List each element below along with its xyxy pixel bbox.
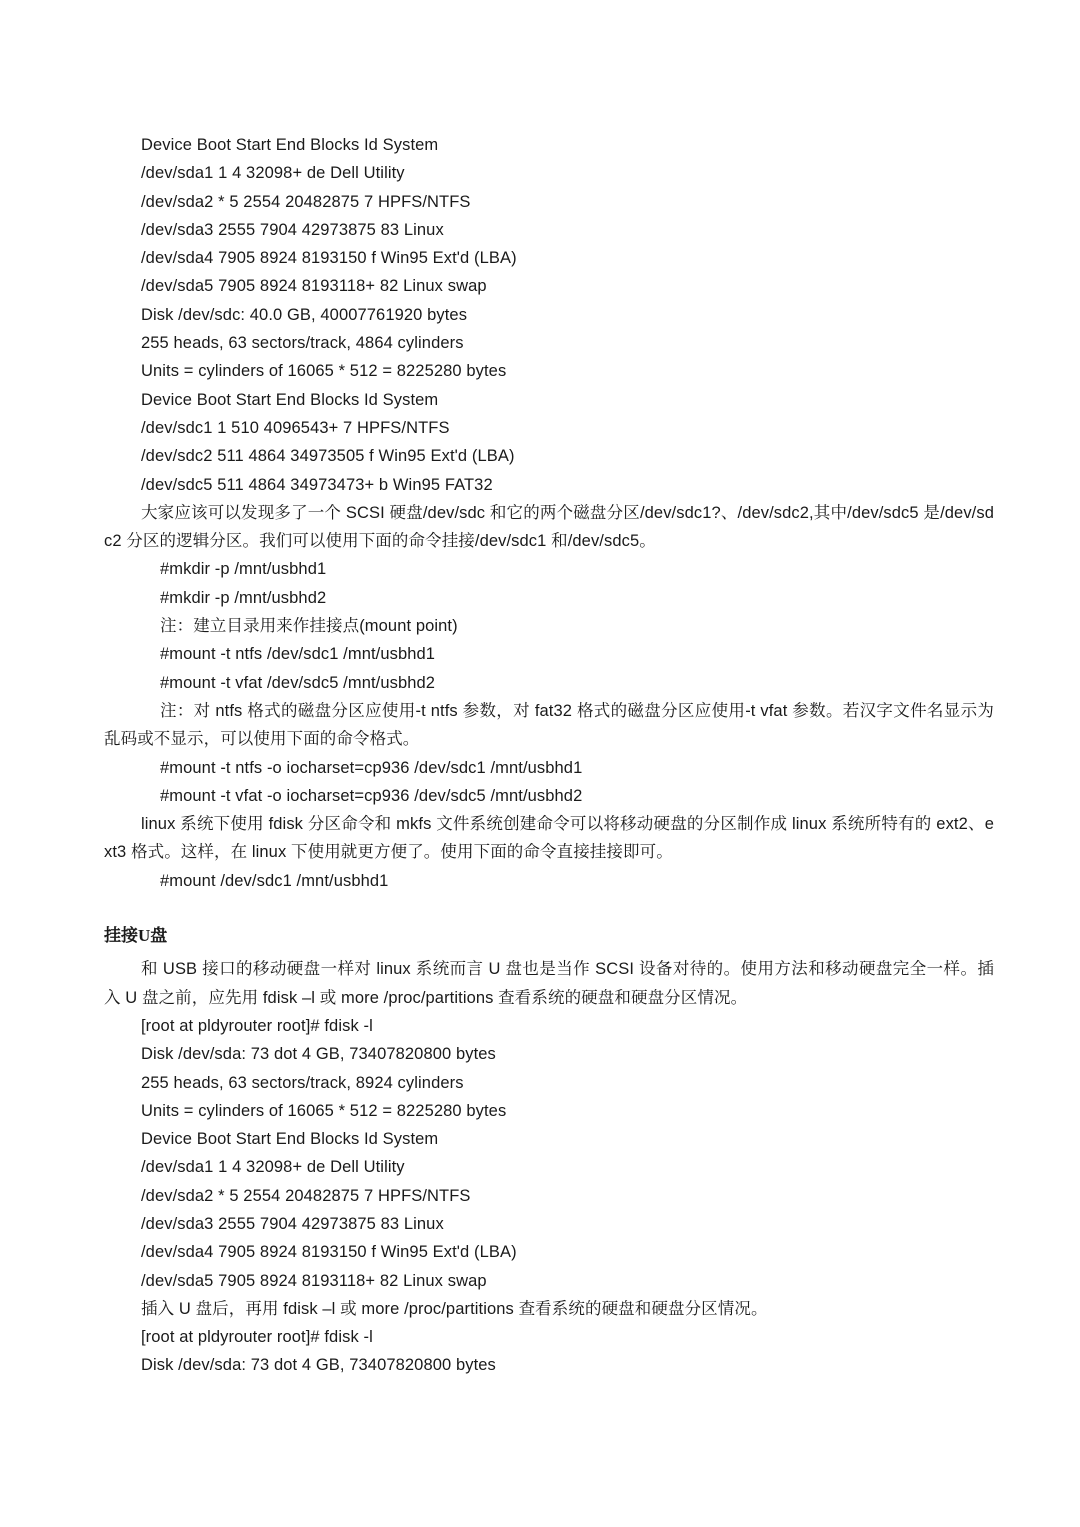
- note-line: 注：建立目录用来作挂接点(mount point): [160, 617, 458, 636]
- code-line: Units = cylinders of 16065 * 512 = 8225280 bytes: [141, 1101, 507, 1120]
- mount-commands: [104, 555, 994, 696]
- code-line: Device Boot Start End Blocks Id System: [141, 1130, 439, 1149]
- code-line: 255 heads, 63 sectors/track, 8924 cylinders: [141, 1073, 464, 1092]
- partition-table-listing: [104, 131, 994, 499]
- code-line: /dev/sda4 7905 8924 8193150 f Win95 Ext'd (LBA): [141, 249, 517, 268]
- code-line: /dev/sda5 7905 8924 8193118+ 82 Linux swap: [141, 277, 487, 296]
- code-line: #mkdir -p /mnt/usbhd1: [160, 560, 327, 579]
- code-line: Disk /dev/sda: 73 dot 4 GB, 73407820800 bytes: [141, 1045, 496, 1064]
- text-line: 插入 U 盘后，再用 fdisk –l 或 more /proc/partitions 查看系统的硬盘和硬盘分区情况。: [141, 1299, 768, 1318]
- code-line: Units = cylinders of 16065 * 512 = 8225280 bytes: [141, 362, 507, 381]
- code-line: /dev/sda3 2555 7904 42973875 83 Linux: [141, 1214, 444, 1233]
- code-line: [root at pldyrouter root]# fdisk -l: [141, 1328, 373, 1347]
- code-line: #mkdir -p /mnt/usbhd2: [160, 588, 327, 607]
- section-gap: [104, 895, 994, 922]
- code-line: /dev/sda3 2555 7904 42973875 83 Linux: [141, 220, 444, 239]
- code-line: #mount -t vfat -o iocharset=cp936 /dev/sdc5 /mnt/usbhd2: [160, 786, 583, 805]
- fdisk-listing: [104, 1012, 994, 1380]
- paragraph-usb-stick: 和 USB 接口的移动硬盘一样对 linux 系统而言 U 盘也是当作 SCSI 设备对待的。使用方法和移动硬盘完全一样。插入 U 盘之前，应先用 fdisk –l 或 more /proc/partitions 查看系统的硬盘和硬盘分区情况。: [104, 960, 994, 1007]
- document-body: [104, 131, 994, 1380]
- code-line: /dev/sda2 * 5 2554 20482875 7 HPFS/NTFS: [141, 1186, 471, 1205]
- paragraph-ext-formats: linux 系统下使用 fdisk 分区命令和 mkfs 文件系统创建命令可以将移动硬盘的分区制作成 linux 系统所特有的 ext2、ext3 格式。这样，在 linux 下使用就更方便了。使用下面的命令直接挂接即可。: [104, 815, 994, 862]
- code-line: #mount /dev/sdc1 /mnt/usbhd1: [160, 871, 389, 890]
- code-line: /dev/sdc2 511 4864 34973505 f Win95 Ext'd (LBA): [141, 447, 515, 466]
- code-line: Device Boot Start End Blocks Id System: [141, 136, 439, 154]
- code-line: Disk /dev/sdc: 40.0 GB, 40007761920 bytes: [141, 305, 468, 324]
- code-line: /dev/sda1 1 4 32098+ de Dell Utility: [141, 164, 405, 183]
- paragraph-new-disk: 大家应该可以发现多了一个 SCSI 硬盘/dev/sdc 和它的两个磁盘分区/dev/sdc1?、/dev/sdc2,其中/dev/sdc5 是/dev/sdc2 分区的逻辑分区。我们可以使用下面的命令挂接/dev/sdc1 和/dev/sdc5。: [104, 503, 994, 551]
- code-line: /dev/sda4 7905 8924 8193150 f Win95 Ext'd (LBA): [141, 1243, 517, 1262]
- code-line: #mount -t ntfs -o iocharset=cp936 /dev/sdc1 /mnt/usbhd1: [160, 758, 583, 777]
- code-line: #mount -t ntfs /dev/sdc1 /mnt/usbhd1: [160, 645, 436, 664]
- code-line: Disk /dev/sda: 73 dot 4 GB, 73407820800 bytes: [141, 1356, 496, 1375]
- code-line: 255 heads, 63 sectors/track, 4864 cylinders: [141, 334, 464, 353]
- paragraph-note-fs-types: 注：对 ntfs 格式的磁盘分区应使用-t ntfs 参数，对 fat32 格式的磁盘分区应使用-t vfat 参数。若汉字文件名显示为乱码或不显示，可以使用下面的命令格式。: [104, 701, 994, 749]
- code-line: /dev/sda5 7905 8924 8193118+ 82 Linux swap: [141, 1271, 487, 1290]
- code-line: Device Boot Start End Blocks Id System: [141, 390, 439, 409]
- code-line: /dev/sdc1 1 510 4096543+ 7 HPFS/NTFS: [141, 418, 450, 437]
- code-line: [root at pldyrouter root]# fdisk -l: [141, 1016, 373, 1035]
- iocharset-commands: [104, 754, 994, 811]
- code-line: /dev/sda2 * 5 2554 20482875 7 HPFS/NTFS: [141, 192, 471, 211]
- code-line: #mount -t vfat /dev/sdc5 /mnt/usbhd2: [160, 673, 436, 692]
- code-line: /dev/sdc5 511 4864 34973473+ b Win95 FAT32: [141, 475, 493, 494]
- code-line: /dev/sda1 1 4 32098+ de Dell Utility: [141, 1158, 405, 1177]
- direct-mount-command: [104, 867, 994, 895]
- section-heading: 挂接U盘: [104, 926, 168, 946]
